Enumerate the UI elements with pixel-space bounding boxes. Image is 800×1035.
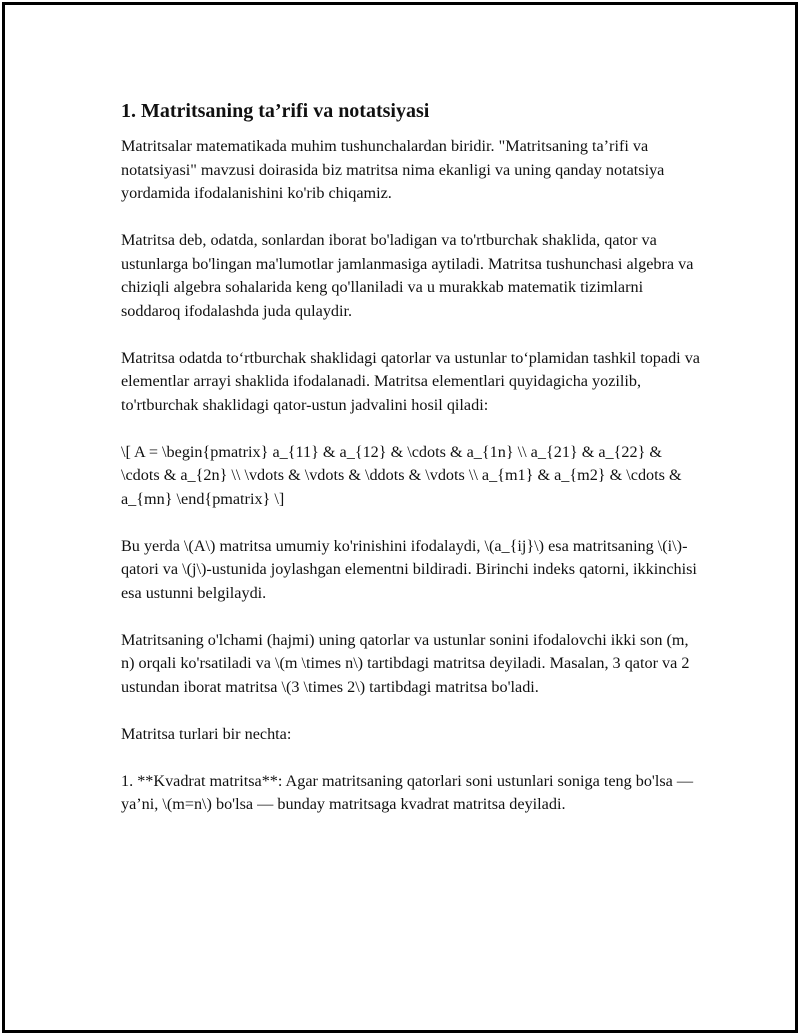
page-frame [2,2,798,1033]
document-body [121,97,701,840]
paragraph-definition: Matritsa deb, odatda, sonlardan iborat bo'ladigan va to'rtburchak shaklida, qator va ustunlarga bo'lingan ma'lumotlar jamlanmasiga aytiladi. Matritsa tushunchasi algebra va chiziqli algebra sohalarida keng qo'llaniladi va u murakkab matematik tizimlarni soddaroq ifodalashda juda qulaydir. [121,231,694,320]
section-title: 1. Matritsaning ta’rifi va notatsiyasi [121,100,430,122]
paragraph-matrix-formula: \[ A = \begin{pmatrix} a_{11} & a_{12} & \cdots & a_{1n} \\ a_{21} & a_{22} & \cdots & a_{2n} \\ \vdots & \vdots & \ddots & \vdots \\ a_{m1} & a_{m2} & \cdots & a_{mn} \end{pmatrix} \] [121,442,682,508]
paragraph-structure: Matritsa odatda to‘rtburchak shaklidagi qatorlar va ustunlar to‘plamidan tashkil topadi va elementlar arrayi shaklida ifodalanadi. Matritsa elementlari quyidagicha yozilib, to'rtburchak shaklidagi qator-ustun jadvalini hosil qiladi: [121,348,700,414]
paragraph-types-intro: Matritsa turlari bir nechta: [121,724,292,743]
paragraph-size: Matritsaning o'lchami (hajmi) uning qatorlar va ustunlar sonini ifodalovchi ikki son (m, n) orqali ko'rsatiladi va \(m \times n\) tartibdagi matritsa deyiladi. Masalan, 3 qator va 2 ustundan iborat matritsa \(3 \times 2\) tartibdagi matritsa bo'ladi. [121,630,690,696]
paragraph-intro: Matritsalar matematikada muhim tushunchalardan biridir. "Matritsaning ta’rifi va notatsiyasi" mavzusi doirasida biz matritsa nima ekanligi va uning qanday notatsiya yordamida ifodalanishini ko'rib chiqamiz. [121,137,665,202]
paragraph-square-matrix: 1. **Kvadrat matritsa**: Agar matritsaning qatorlari soni ustunlari soniga teng bo'lsa — ya’ni, \(m=n\) bo'lsa — bunday matritsaga kvadrat matritsa deyiladi. [121,771,694,813]
paragraph-notation: Bu yerda \(A\) matritsa umumiy ko'rinishini ifodalaydi, \(a_{ij}\) esa matritsaning \(i\)-qatori va \(j\)-ustunida joylashgan elementni bildiradi. Birinchi indeks qatorni, ikkinchisi esa ustunni belgilaydi. [121,536,697,602]
